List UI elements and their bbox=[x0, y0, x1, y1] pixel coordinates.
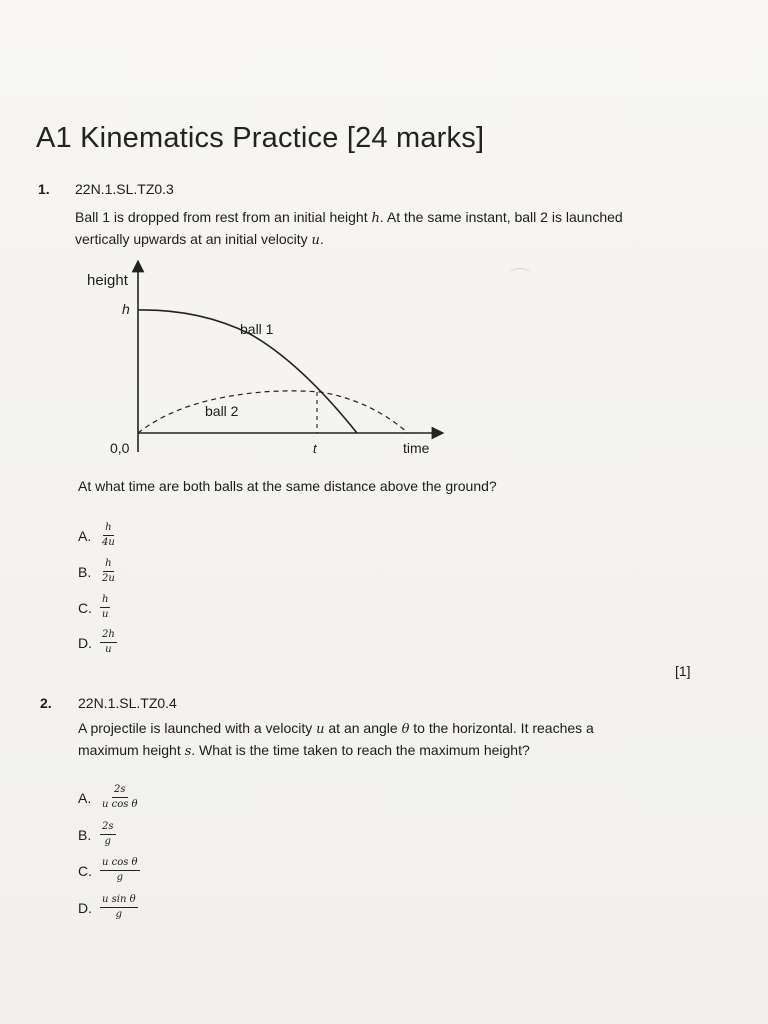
fraction-numerator: h bbox=[103, 558, 113, 572]
choice-fraction bbox=[100, 857, 140, 884]
question-2-choice-b[interactable] bbox=[78, 821, 116, 848]
question-1-code: 22N.1.SL.TZ0.3 bbox=[75, 181, 174, 197]
question-1-stem-line-2: vertically upwards at an initial velocity u. bbox=[75, 231, 324, 248]
choice-fraction bbox=[100, 594, 110, 621]
choice-fraction bbox=[100, 522, 117, 549]
question-2-stem-line-2: maximum height s. What is the time taken to reach the maximum height? bbox=[78, 742, 530, 759]
question-2-code: 22N.1.SL.TZ0.4 bbox=[78, 695, 177, 711]
question-2-choice-d[interactable] bbox=[78, 894, 138, 921]
choice-fraction bbox=[100, 784, 140, 811]
choice-label: D. bbox=[78, 899, 92, 916]
graph-ylabel: height bbox=[87, 272, 128, 289]
choice-label: C. bbox=[78, 599, 92, 616]
question-1-choice-d[interactable] bbox=[78, 629, 117, 656]
question-2-stem-line-1: A projectile is launched with a velocity u at an angle θ to the horizontal. It reaches a bbox=[78, 720, 594, 737]
fraction-denominator: g bbox=[115, 909, 122, 920]
page-title: A1 Kinematics Practice [24 marks] bbox=[36, 122, 485, 154]
choice-label: A. bbox=[78, 789, 92, 806]
question-1-choice-b[interactable] bbox=[78, 558, 117, 585]
question-2-choice-c[interactable] bbox=[78, 857, 140, 884]
question-2-stem bbox=[78, 718, 678, 762]
fraction-denominator: u bbox=[105, 644, 112, 655]
fraction-denominator: u cos θ bbox=[102, 799, 138, 810]
ball-2-label: ball 2 bbox=[205, 403, 239, 419]
graph-xlabel: time bbox=[403, 440, 430, 456]
choice-label: B. bbox=[78, 563, 92, 580]
graph-t-tick: t bbox=[313, 441, 317, 456]
question-2-number: 2. bbox=[40, 695, 52, 711]
fraction-denominator: 2u bbox=[102, 573, 115, 584]
question-1-prompt: At what time are both balls at the same distance above the ground? bbox=[78, 478, 497, 494]
fraction-numerator: u sin θ bbox=[100, 894, 138, 908]
choice-fraction bbox=[100, 629, 117, 656]
show-through-mark: ⌒ bbox=[510, 268, 530, 290]
question-1-choice-c[interactable] bbox=[78, 594, 110, 621]
choice-fraction bbox=[100, 821, 116, 848]
fraction-numerator: h bbox=[100, 594, 110, 608]
choice-fraction bbox=[100, 894, 138, 921]
fraction-numerator: 2s bbox=[112, 784, 128, 798]
fraction-numerator: 2s bbox=[100, 821, 116, 835]
choice-label: D. bbox=[78, 634, 92, 651]
fraction-numerator: h bbox=[103, 522, 113, 536]
ball-1-label: ball 1 bbox=[240, 321, 274, 337]
question-1-marks: [1] bbox=[675, 663, 691, 679]
fraction-denominator: 4u bbox=[102, 537, 115, 548]
fraction-denominator: u bbox=[102, 609, 109, 620]
question-1-stem-line-1: Ball 1 is dropped from rest from an initial height h. At the same instant, ball 2 is launched bbox=[75, 209, 623, 226]
fraction-denominator: g bbox=[104, 836, 111, 847]
graph-origin-label: 0,0 bbox=[110, 440, 130, 456]
graph-h-tick: h bbox=[122, 301, 130, 317]
choice-fraction bbox=[100, 558, 117, 585]
question-2-choice-a[interactable] bbox=[78, 784, 140, 811]
choice-label: B. bbox=[78, 826, 92, 843]
choice-label: C. bbox=[78, 862, 92, 879]
fraction-denominator: g bbox=[116, 872, 123, 883]
question-1-choice-a[interactable] bbox=[78, 522, 117, 549]
question-1-number: 1. bbox=[38, 181, 50, 197]
choice-label: A. bbox=[78, 527, 92, 544]
ball-2-curve bbox=[138, 391, 408, 433]
fraction-numerator: u cos θ bbox=[100, 857, 140, 871]
fraction-numerator: 2h bbox=[100, 629, 117, 643]
